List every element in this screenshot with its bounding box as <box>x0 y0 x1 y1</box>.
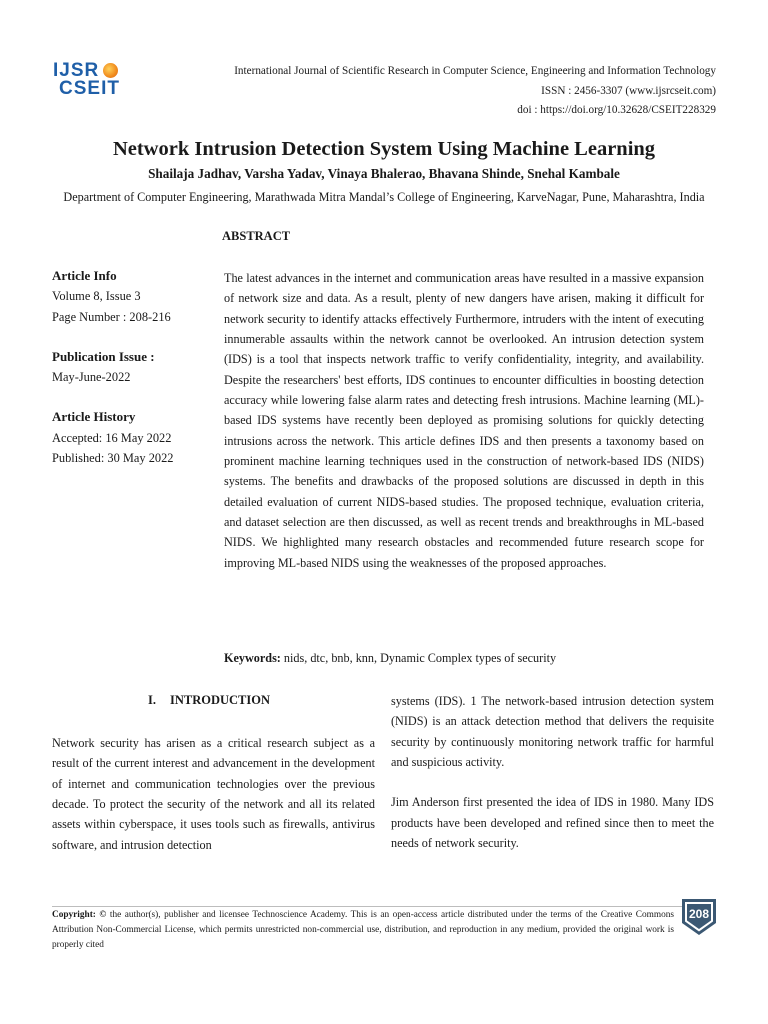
abstract-heading: ABSTRACT <box>222 229 291 243</box>
publication-issue-heading: Publication Issue : <box>52 348 155 364</box>
logo-globe-icon <box>103 63 118 78</box>
intro-left-column: Network security has arisen as a critical research subject as a result of the current interest and advancement in the development of internet and communication technologies over the previous decade. To protect the security of the network and all its related assets within cyberspace, it uses tools such as firewalls, antivirus software, and intrusion detection <box>52 736 375 852</box>
journal-header <box>234 62 716 121</box>
article-pages: Page Number : 208-216 <box>52 309 171 324</box>
introduction-heading <box>148 693 270 708</box>
publication-issue: May-June-2022 <box>52 370 131 385</box>
copyright-footer <box>52 908 674 953</box>
paper-authors: Shailaja Jadhav, Varsha Yadav, Vinaya Bhalerao, Bhavana Shinde, Snehal Kambale <box>148 166 620 181</box>
logo-line-2: CSEIT <box>59 78 120 99</box>
article-info-heading: Article Info <box>52 268 117 283</box>
page-number-badge <box>680 897 718 937</box>
keywords-list: nids, dtc, bnb, knn, Dynamic Complex types of security <box>283 651 557 665</box>
section-title: INTRODUCTION <box>170 693 271 707</box>
footer-divider <box>52 906 682 907</box>
journal-doi: doi : https://doi.org/10.32628/CSEIT228329 <box>517 104 716 116</box>
journal-issn: ISSN : 2456-3307 (www.ijsrcseit.com) <box>541 84 716 97</box>
intro-paragraph-2: Jim Anderson first presented the idea of IDS in 1980. Many IDS products have been developed and refined since then to meet the needs of network security. <box>391 795 714 851</box>
intro-paragraph-1: systems (IDS). 1 The network-based intrusion detection system (NIDS) is an attack detection method that delivers the requisite security by continuously monitoring network traffic for harmful and suspicious activity. <box>391 694 714 770</box>
accepted-date: Accepted: 16 May 2022 <box>52 430 172 445</box>
paper-title: Network Intrusion Detection System Using Machine Learning <box>112 138 656 160</box>
article-history-heading: Article History <box>52 409 136 425</box>
article-info <box>52 266 217 468</box>
page-number: 208 <box>688 907 710 921</box>
journal-logo <box>53 60 133 100</box>
copyright-text: the author(s), publisher and licensee Technoscience Academy. This is an open-access article distributed under the terms of the Creative Commons Attribution Non-Commercial License, which permits unrestricted non-commercial use, distribution, and reproduction in any medium, provided the original work is properly cited <box>52 910 675 950</box>
copyright-label: Copyright: © <box>52 910 107 920</box>
keywords <box>224 651 704 666</box>
journal-name: International Journal of Scientific Research in Computer Science, Engineering and Information Technology <box>234 65 716 77</box>
logo-line-1: IJSR <box>53 60 100 81</box>
abstract-text: The latest advances in the internet and communication areas have resulted in a massive expansion of network size and data. As a result, plenty of new dangers have arisen, making it difficult for network security to identify attacks effectively Furthermore, intruders with the intent of executing innumerable assaults within the network cannot be overlooked. An intrusion detection system (IDS) is a tool that inspects network traffic to verify confidentiality, integrity, and availability. Despite the researchers' best efforts, IDS continues to encounter difficulties in boosting detection accuracy while lowering false alarm rates and detecting fresh intrusions. Machine learning (ML)-based IDS systems have recently been deployed as promising solutions for quickly detecting intrusions across the network. This article defines IDS and then presents a taxonomy based on prominent machine learning techniques used in the construction of network-based IDS (NIDS) systems. The benefits and drawbacks of the proposed solutions are discussed in depth in this detailed evaluation of current NIDS-based studies. The proposed technique, evaluation criteria, and dataset selection are then discussed, as well as recent trends and breakthroughs in ML-based NIDS. We highlighted many research obstacles and recommended future research scope for improving ML-based NIDS using the weaknesses of the proposed approaches. <box>224 271 704 570</box>
keywords-label: Keywords: <box>224 651 281 665</box>
section-number: I. <box>148 693 156 707</box>
intro-right-column <box>391 691 714 853</box>
article-volume: Volume 8, Issue 3 <box>52 289 141 304</box>
published-date: Published: 30 May 2022 <box>52 451 174 466</box>
paper-affiliation: Department of Computer Engineering, Marathwada Mitra Mandal’s College of Engineering, KarveNagar, Pune, Maharashtra, India <box>63 190 705 204</box>
shield-icon <box>680 897 718 937</box>
